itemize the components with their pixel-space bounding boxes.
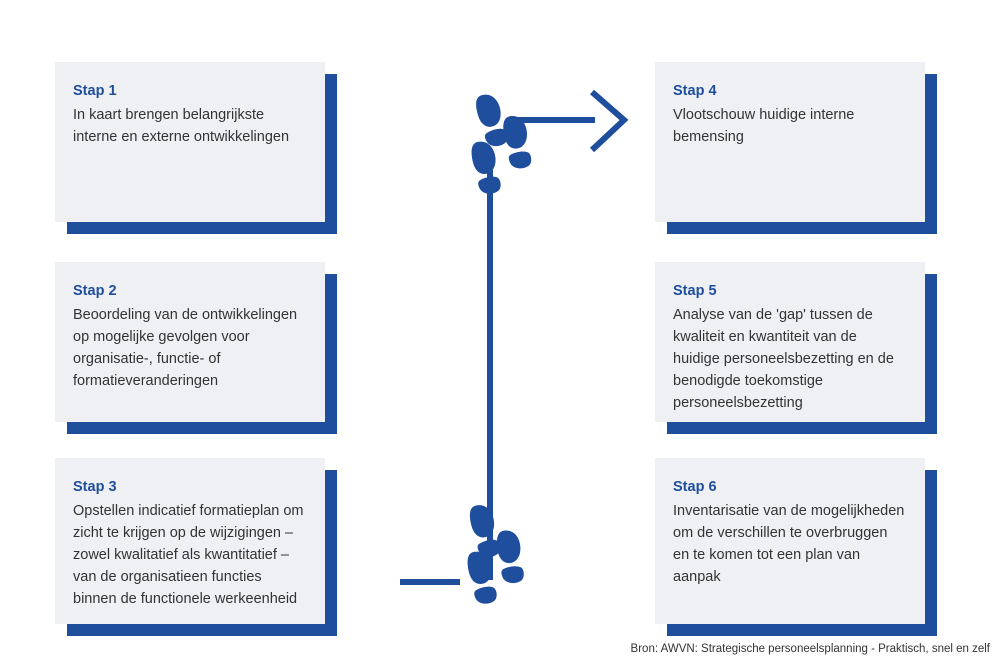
step-card-2 [55, 262, 325, 422]
step-card-2-body: Beoordeling van de ontwikkelingen op mogelijke gevolgen voor organisatie-, functie- of formatieveranderingen [73, 307, 298, 389]
source-caption: Bron: AWVN: Strategische personeelsplanning - Praktisch, snel en zelf [630, 643, 990, 655]
step-card-6-title: Stap 6 [673, 479, 717, 495]
step-card-4-title: Stap 4 [673, 83, 717, 99]
step-card-2-title: Stap 2 [73, 283, 117, 299]
center-connector-graphics [380, 60, 660, 630]
step-card-1 [55, 62, 325, 222]
step-card-5-title: Stap 5 [673, 283, 717, 299]
step-card-4-body: Vlootschouw huidige interne bemensing [673, 107, 855, 145]
step-card-1-title: Stap 1 [73, 83, 117, 99]
arrow-right-icon [510, 92, 624, 150]
step-card-6-body: Inventarisatie van de mogelijkheden om de verschillen te overbruggen en te komen tot een plan van aanpak [673, 503, 905, 585]
step-card-1-body: In kaart brengen belangrijkste interne en externe ontwikkelingen [73, 107, 290, 145]
step-card-3-title: Stap 3 [73, 479, 117, 495]
footprints-icon-top [469, 91, 533, 196]
step-card-3 [55, 458, 325, 624]
step-card-5-body: Analyse van de 'gap' tussen de kwaliteit en kwantiteit van de huidige personeelsbezetting en de benodigde toekomstige personeelsbezetting [673, 307, 894, 411]
step-card-5 [655, 262, 925, 422]
footprints-icon-bottom [465, 502, 525, 606]
step-card-6 [655, 458, 925, 624]
step-card-4 [655, 62, 925, 222]
step-card-3-body: Opstellen indicatief formatieplan om zicht te krijgen op de wijzigingen – zowel kwalitatief als kwantitatief – van de organisatieen functies binnen de functionele werkeenheid [73, 503, 304, 607]
